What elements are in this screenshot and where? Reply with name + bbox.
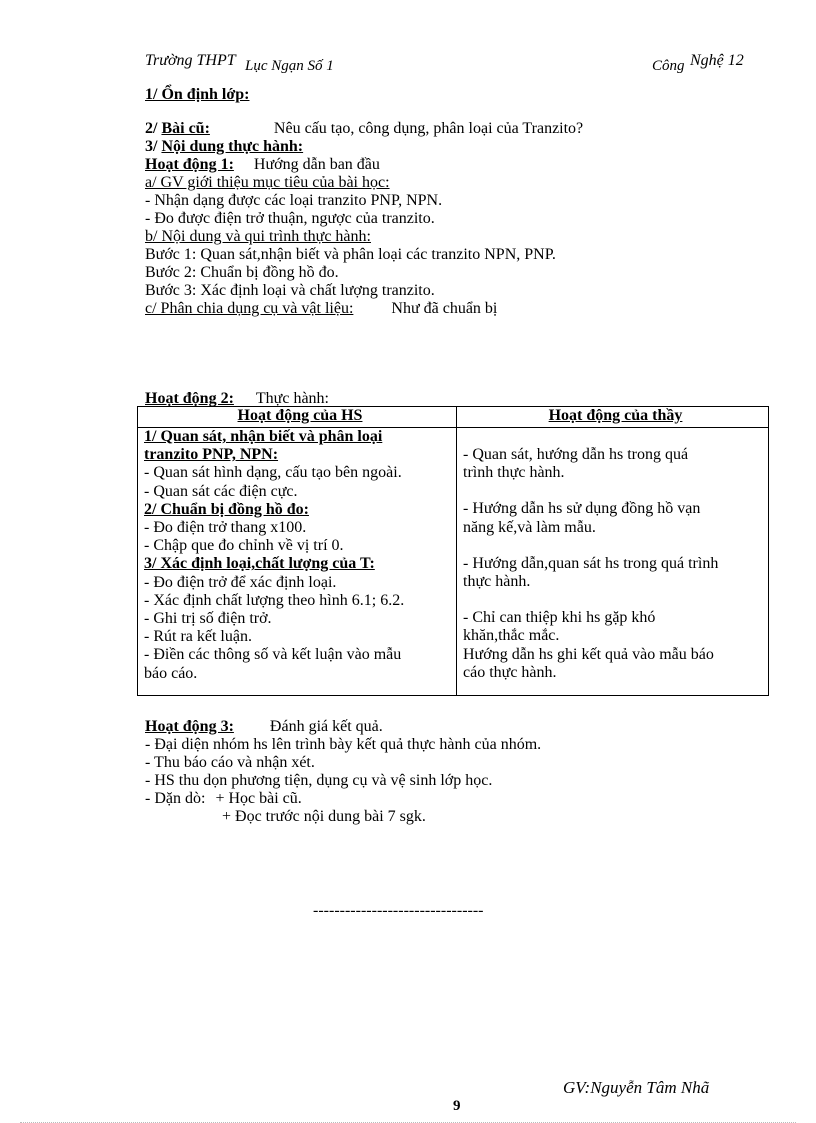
activity-table [137,406,769,696]
page-number: 9 [453,1098,461,1114]
activity-1-step: Bước 2: Chuẩn bị đồng hồ đo. [145,264,339,281]
section-1-title [145,86,249,104]
school-name-b: Lục Ngạn Số 1 [245,58,334,74]
activity-2-label: Hoạt động 2: [145,390,234,407]
activity-1-heading [145,156,380,174]
hs-heading-3: 3/ Xác định loại,chất lượng của T: [144,555,375,573]
teacher-item: - Hướng dẫn,quan sát hs trong quá trình [463,554,719,572]
hs-item: - Quan sát hình dạng, cấu tạo bên ngoài. [144,464,402,482]
activity-1-c [145,300,497,318]
section-2-title: Bài cũ: [161,120,210,137]
activity-3-item: - HS thu dọn phương tiện, dụng cụ và vệ sinh lớp học. [145,772,493,789]
hs-heading-2: 2/ Chuẩn bị đồng hồ đo: [144,500,309,518]
hs-item: - Ghi trị số điện trở. [144,610,272,628]
teacher-signature: GV:Nguyễn Tâm Nhã [563,1078,710,1097]
hs-item: - Điền các thông số và kết luận vào mẫu [144,646,402,664]
teacher-item: Hướng dẫn hs ghi kết quả vào mẫu báo [463,645,714,663]
hs-heading-1: 1/ Quan sát, nhận biết và phân loại [144,428,383,445]
section-2-num: 2/ [145,120,162,137]
section-3-num: 3/ [145,138,162,155]
activity-3-item: - Thu báo cáo và nhận xét. [145,754,315,771]
teacher-item: khăn,thắc mắc. [463,627,560,645]
divider: -------------------------------- [313,902,484,919]
homework-item: + Đọc trước nội dung bài 7 sgk. [222,808,426,825]
section-2 [145,120,583,138]
teacher-item: năng kế,và làm mẫu. [463,518,596,536]
hs-column [138,428,457,696]
column-header-teacher: Hoạt động của thầy [457,407,769,428]
subject-a: Công [652,58,685,74]
hs-item: báo cáo. [144,664,198,682]
hs-item: - Quan sát các điện cực. [144,482,298,500]
activity-1-c-title: c/ Phân chia dụng cụ và vật liệu: [145,300,354,317]
activity-1-label: Hoạt động 1: [145,156,234,173]
hs-item: - Xác định chất lượng theo hình 6.1; 6.2. [144,591,405,609]
activity-1-a-title: a/ GV giới thiệu mục tiêu của bài học: [145,174,390,191]
activity-2-desc: Thực hành: [255,390,329,407]
subject-b: Nghệ 12 [690,52,744,69]
teacher-item: - Quan sát, hướng dẫn hs trong quá [463,446,689,463]
teacher-item: cáo thực hành. [463,663,557,681]
column-header-hs: Hoạt động của HS [138,407,457,428]
teacher-item: trình thực hành. [463,464,565,482]
hs-item: - Đo điện trở thang x100. [144,519,307,537]
hs-heading-1b: tranzito PNP, NPN: [144,446,279,464]
activity-1-step: Bước 1: Quan sát,nhận biết và phân loại các tranzito NPN, PNP. [145,246,556,263]
section-2-question: Nêu cấu tạo, công dụng, phân loại của Tranzito? [273,120,584,137]
homework-item: + Học bài cũ. [215,790,302,807]
teacher-column [457,428,769,696]
activity-3-item: - Đại diện nhóm hs lên trình bày kết quả thực hành của nhóm. [145,736,542,753]
activity-3-desc: Đánh giá kết quả. [269,718,383,735]
activity-3-label: Hoạt động 3: [145,718,234,735]
hs-item: - Chập que đo chỉnh về vị trí 0. [144,537,344,555]
activity-1-b-title: b/ Nội dung và qui trình thực hành: [145,228,371,245]
activity-table-body [138,428,769,696]
school-name-a: Trường THPT [145,52,236,69]
activity-1-a-item: - Nhận dạng được các loại tranzito PNP, NPN. [145,192,443,209]
activity-1-a-item: - Đo được điện trở thuận, ngược của tranzito. [145,210,435,227]
activity-1-desc: Hướng dẫn ban đầu [253,156,380,173]
homework-label: - Dặn dò: [145,790,206,807]
homework-line [145,790,302,808]
hs-item: - Đo điện trở để xác định loại. [144,573,337,591]
activity-1-c-desc: Như đã chuẩn bị [391,300,498,317]
teacher-item: thực hành. [463,573,531,591]
section-3-text: Nội dung thực hành: [161,138,304,155]
section-3-title [145,138,303,156]
activity-1-step: Bước 3: Xác định loại và chất lượng tranzito. [145,282,435,299]
activity-table-header [138,407,769,428]
section-1-text: 1/ Ổn định lớp: [145,86,250,103]
activity-3-heading [145,718,383,736]
teacher-item: - Hướng dẫn hs sử dụng đồng hồ vạn [463,500,701,518]
hs-item: - Rút ra kết luận. [144,628,252,646]
teacher-item: - Chỉ can thiệp khi hs gặp khó [463,609,656,627]
